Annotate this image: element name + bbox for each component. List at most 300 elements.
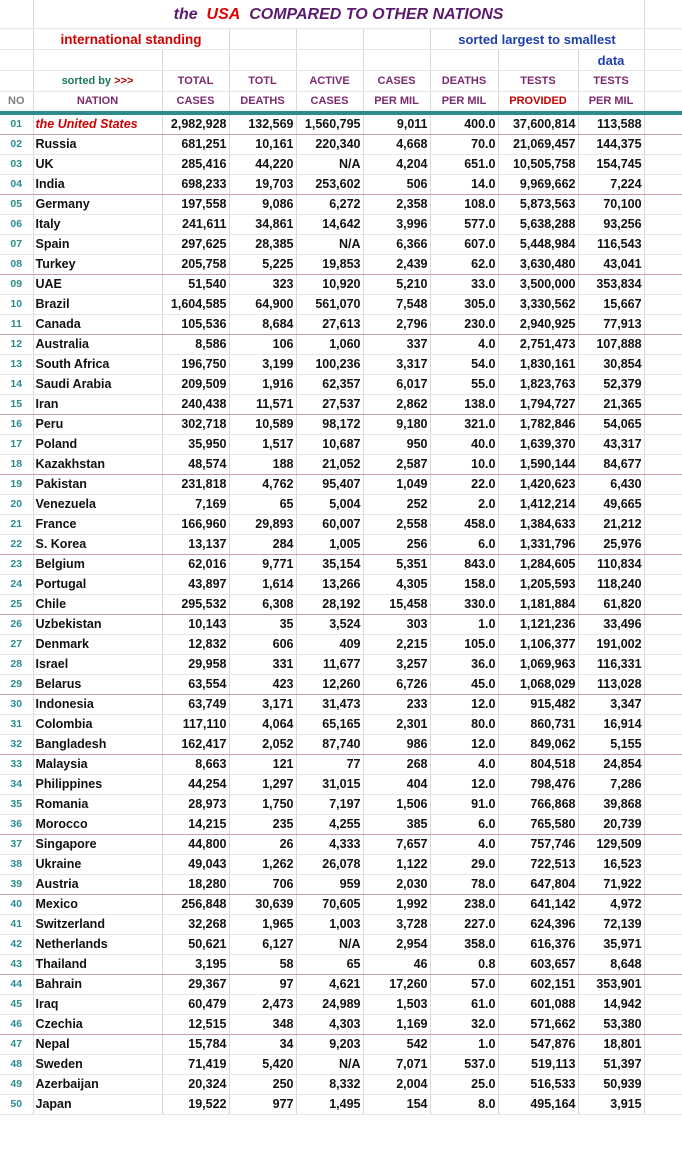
data-cell: 8,586	[162, 335, 229, 355]
data-cell: 798,476	[498, 775, 578, 795]
row-number: 32	[0, 735, 33, 755]
nation-name: Kazakhstan	[33, 455, 162, 475]
data-cell: 107,888	[578, 335, 644, 355]
data-cell: 13,266	[296, 575, 363, 595]
data-cell: 1,604,585	[162, 295, 229, 315]
row-number: 01	[0, 113, 33, 135]
table-row	[0, 755, 682, 775]
nation-name: Iraq	[33, 995, 162, 1015]
table-row	[0, 1095, 682, 1115]
data-cell: 6,366	[363, 235, 430, 255]
data-cell: 14,942	[578, 995, 644, 1015]
nation-name: Italy	[33, 215, 162, 235]
data-cell: 1,121,236	[498, 615, 578, 635]
data-cell: 84,677	[578, 455, 644, 475]
data-cell: 3,195	[162, 955, 229, 975]
data-cell: 3,915	[578, 1095, 644, 1115]
data-cell: 50,621	[162, 935, 229, 955]
data-cell: 2,940,925	[498, 315, 578, 335]
data-cell: 14.0	[430, 175, 498, 195]
nation-name: Thailand	[33, 955, 162, 975]
data-cell: 63,554	[162, 675, 229, 695]
table-row	[0, 395, 682, 415]
data-cell: 2,052	[229, 735, 296, 755]
data-cell: 986	[363, 735, 430, 755]
table-row	[0, 455, 682, 475]
header-bottom: PROVIDED	[498, 92, 578, 114]
data-cell: 977	[229, 1095, 296, 1115]
data-cell: 1,495	[296, 1095, 363, 1115]
table-row	[0, 335, 682, 355]
data-cell: 40.0	[430, 435, 498, 455]
nation-name: Pakistan	[33, 475, 162, 495]
header-nation: NATION	[33, 92, 162, 114]
data-cell: 95,407	[296, 475, 363, 495]
table-row	[0, 695, 682, 715]
data-cell: 113,588	[578, 113, 644, 135]
data-cell: 43,317	[578, 435, 644, 455]
data-cell: 21,365	[578, 395, 644, 415]
row-number: 24	[0, 575, 33, 595]
header-bottom: PER MIL	[578, 92, 644, 114]
data-cell: 30,854	[578, 355, 644, 375]
data-cell: 70.0	[430, 135, 498, 155]
nation-name: Chile	[33, 595, 162, 615]
data-cell: 77,913	[578, 315, 644, 335]
data-cell: 681,251	[162, 135, 229, 155]
data-cell: 9,086	[229, 195, 296, 215]
data-cell: 54,065	[578, 415, 644, 435]
nation-name: Ukraine	[33, 855, 162, 875]
data-cell: 43,897	[162, 575, 229, 595]
data-cell: 577.0	[430, 215, 498, 235]
data-cell: 116,543	[578, 235, 644, 255]
table-row	[0, 1035, 682, 1055]
data-cell: 1,205,593	[498, 575, 578, 595]
data-cell: 48,574	[162, 455, 229, 475]
row-number: 08	[0, 255, 33, 275]
nation-name: Germany	[33, 195, 162, 215]
data-cell: 29,958	[162, 655, 229, 675]
data-cell: 8,663	[162, 755, 229, 775]
data-cell: 606	[229, 635, 296, 655]
table-row	[0, 615, 682, 635]
data-cell: 52,379	[578, 375, 644, 395]
data-cell: 4.0	[430, 755, 498, 775]
data-cell: 2,358	[363, 195, 430, 215]
row-number: 49	[0, 1075, 33, 1095]
nation-name: Morocco	[33, 815, 162, 835]
data-cell: 71,922	[578, 875, 644, 895]
data-cell: 28,973	[162, 795, 229, 815]
data-cell: 1,965	[229, 915, 296, 935]
data-cell: 121	[229, 755, 296, 775]
data-cell: 9,771	[229, 555, 296, 575]
data-cell: 6,127	[229, 935, 296, 955]
table-row	[0, 175, 682, 195]
data-cell: 58	[229, 955, 296, 975]
data-cell: 268	[363, 755, 430, 775]
data-cell: 12,515	[162, 1015, 229, 1035]
data-cell: 100,236	[296, 355, 363, 375]
data-cell: 12,832	[162, 635, 229, 655]
data-cell: 766,868	[498, 795, 578, 815]
table-row	[0, 915, 682, 935]
data-cell: 285,416	[162, 155, 229, 175]
data-cell: 537.0	[430, 1055, 498, 1075]
data-cell: 641,142	[498, 895, 578, 915]
data-cell: 43,041	[578, 255, 644, 275]
data-cell: 15,667	[578, 295, 644, 315]
data-cell: 116,331	[578, 655, 644, 675]
data-cell: 404	[363, 775, 430, 795]
data-cell: 0.8	[430, 955, 498, 975]
data-cell: 241,611	[162, 215, 229, 235]
data-cell: 6.0	[430, 535, 498, 555]
data-cell: 9,203	[296, 1035, 363, 1055]
data-cell: 91.0	[430, 795, 498, 815]
data-cell: 18,801	[578, 1035, 644, 1055]
data-cell: 188	[229, 455, 296, 475]
data-cell: 8,332	[296, 1075, 363, 1095]
data-cell: 4,303	[296, 1015, 363, 1035]
data-cell: 3,500,000	[498, 275, 578, 295]
table-row	[0, 655, 682, 675]
data-cell: 385	[363, 815, 430, 835]
row-number: 18	[0, 455, 33, 475]
data-cell: 607.0	[430, 235, 498, 255]
data-cell: 61,820	[578, 595, 644, 615]
data-cell: 1,262	[229, 855, 296, 875]
data-cell: 19,703	[229, 175, 296, 195]
data-cell: 1,503	[363, 995, 430, 1015]
data-cell: 3,171	[229, 695, 296, 715]
nation-name: Philippines	[33, 775, 162, 795]
data-cell: 154,745	[578, 155, 644, 175]
data-cell: 2,587	[363, 455, 430, 475]
data-cell: 65	[296, 955, 363, 975]
data-cell: 1.0	[430, 1035, 498, 1055]
data-cell: 230.0	[430, 315, 498, 335]
row-number: 17	[0, 435, 33, 455]
data-cell: 10,505,758	[498, 155, 578, 175]
data-cell: 2,954	[363, 935, 430, 955]
data-cell: 321.0	[430, 415, 498, 435]
table-row	[0, 135, 682, 155]
data-cell: 6,017	[363, 375, 430, 395]
data-cell: 5,210	[363, 275, 430, 295]
data-cell: 1,060	[296, 335, 363, 355]
data-cell: 60,479	[162, 995, 229, 1015]
row-number: 12	[0, 335, 33, 355]
data-cell: 6,308	[229, 595, 296, 615]
data-cell: 31,015	[296, 775, 363, 795]
row-number: 36	[0, 815, 33, 835]
header-bottom: CASES	[162, 92, 229, 114]
data-cell: 62.0	[430, 255, 498, 275]
data-cell: 495,164	[498, 1095, 578, 1115]
data-cell: 1,181,884	[498, 595, 578, 615]
row-number: 16	[0, 415, 33, 435]
table-row	[0, 635, 682, 655]
data-cell: 8,684	[229, 315, 296, 335]
data-cell: 21,052	[296, 455, 363, 475]
row-number: 27	[0, 635, 33, 655]
data-cell: 63,749	[162, 695, 229, 715]
data-cell: 3,257	[363, 655, 430, 675]
table-row	[0, 875, 682, 895]
data-cell: 205,758	[162, 255, 229, 275]
table-row	[0, 575, 682, 595]
data-cell: 62,357	[296, 375, 363, 395]
table-row	[0, 275, 682, 295]
data-cell: 2,215	[363, 635, 430, 655]
nation-name: Austria	[33, 875, 162, 895]
nation-name: S. Korea	[33, 535, 162, 555]
row-number: 19	[0, 475, 33, 495]
data-cell: 106	[229, 335, 296, 355]
data-cell: 4,204	[363, 155, 430, 175]
data-cell: 409	[296, 635, 363, 655]
data-cell: 295,532	[162, 595, 229, 615]
data-cell: 624,396	[498, 915, 578, 935]
data-cell: 1,331,796	[498, 535, 578, 555]
data-cell: 4,064	[229, 715, 296, 735]
data-cell: 80.0	[430, 715, 498, 735]
data-cell: 33,496	[578, 615, 644, 635]
data-cell: 49,043	[162, 855, 229, 875]
row-number: 09	[0, 275, 33, 295]
data-cell: 21,069,457	[498, 135, 578, 155]
data-cell: 4,762	[229, 475, 296, 495]
table-row	[0, 995, 682, 1015]
data-cell: 1,049	[363, 475, 430, 495]
data-cell: 29.0	[430, 855, 498, 875]
data-cell: 154	[363, 1095, 430, 1115]
data-cell: 26,078	[296, 855, 363, 875]
table-row	[0, 975, 682, 995]
data-cell: 698,233	[162, 175, 229, 195]
table-row	[0, 295, 682, 315]
data-cell: 8,648	[578, 955, 644, 975]
data-cell: 950	[363, 435, 430, 455]
header-top: TOTAL	[162, 71, 229, 92]
data-cell: 547,876	[498, 1035, 578, 1055]
data-cell: 7,197	[296, 795, 363, 815]
row-number: 22	[0, 535, 33, 555]
table-row	[0, 515, 682, 535]
data-cell: 30,639	[229, 895, 296, 915]
table-row	[0, 315, 682, 335]
data-cell: 2,862	[363, 395, 430, 415]
data-cell: 21,212	[578, 515, 644, 535]
header-bottom: PER MIL	[363, 92, 430, 114]
data-cell: 132,569	[229, 113, 296, 135]
data-cell: 44,220	[229, 155, 296, 175]
data-cell: 2,796	[363, 315, 430, 335]
table-row	[0, 1075, 682, 1095]
data-cell: 516,533	[498, 1075, 578, 1095]
nation-name: Singapore	[33, 835, 162, 855]
data-cell: 253,602	[296, 175, 363, 195]
data-cell: 804,518	[498, 755, 578, 775]
data-cell: 19,853	[296, 255, 363, 275]
data-cell: 26	[229, 835, 296, 855]
row-number: 40	[0, 895, 33, 915]
data-cell: 1,003	[296, 915, 363, 935]
nation-name: Czechia	[33, 1015, 162, 1035]
sorted-by-label: sorted by >>>	[33, 71, 162, 92]
data-cell: 8.0	[430, 1095, 498, 1115]
data-cell: 647,804	[498, 875, 578, 895]
data-cell: 4,305	[363, 575, 430, 595]
data-cell: 10,161	[229, 135, 296, 155]
data-cell: 423	[229, 675, 296, 695]
data-cell: 46	[363, 955, 430, 975]
data-cell: 1,169	[363, 1015, 430, 1035]
data-cell: 20,739	[578, 815, 644, 835]
row-number: 30	[0, 695, 33, 715]
data-cell: 2.0	[430, 495, 498, 515]
data-cell: 1,005	[296, 535, 363, 555]
nation-name: Venezuela	[33, 495, 162, 515]
data-cell: 10,589	[229, 415, 296, 435]
data-cell: 7,286	[578, 775, 644, 795]
row-number: 14	[0, 375, 33, 395]
data-cell: 11,571	[229, 395, 296, 415]
row-number: 34	[0, 775, 33, 795]
data-cell: 7,169	[162, 495, 229, 515]
data-cell: 303	[363, 615, 430, 635]
data-cell: 50,939	[578, 1075, 644, 1095]
nation-name: Belgium	[33, 555, 162, 575]
data-cell: 4,668	[363, 135, 430, 155]
data-cell: 2,982,928	[162, 113, 229, 135]
row-number: 38	[0, 855, 33, 875]
data-cell: 54.0	[430, 355, 498, 375]
data-cell: 250	[229, 1075, 296, 1095]
data-cell: N/A	[296, 935, 363, 955]
data-cell: 29,893	[229, 515, 296, 535]
data-cell: 51,540	[162, 275, 229, 295]
data-cell: 24,989	[296, 995, 363, 1015]
data-cell: 3,524	[296, 615, 363, 635]
data-cell: 27,613	[296, 315, 363, 335]
data-cell: 5,225	[229, 255, 296, 275]
data-cell: 10.0	[430, 455, 498, 475]
data-cell: 2,301	[363, 715, 430, 735]
data-cell: 97	[229, 975, 296, 995]
data-cell: 353,901	[578, 975, 644, 995]
data-cell: 9,011	[363, 113, 430, 135]
table-row	[0, 535, 682, 555]
data-cell: 17,260	[363, 975, 430, 995]
data-cell: 105.0	[430, 635, 498, 655]
data-cell: 5,873,563	[498, 195, 578, 215]
data-cell: 7,548	[363, 295, 430, 315]
table-row	[0, 955, 682, 975]
data-cell: 158.0	[430, 575, 498, 595]
row-number: 13	[0, 355, 33, 375]
data-cell: 1,992	[363, 895, 430, 915]
table-row	[0, 355, 682, 375]
data-cell: 4,972	[578, 895, 644, 915]
data-cell: 44,800	[162, 835, 229, 855]
row-number: 23	[0, 555, 33, 575]
data-cell: 3,728	[363, 915, 430, 935]
data-cell: 651.0	[430, 155, 498, 175]
data-cell: 14,215	[162, 815, 229, 835]
table-row	[0, 475, 682, 495]
data-cell: 18,280	[162, 875, 229, 895]
data-cell: 843.0	[430, 555, 498, 575]
data-cell: 34	[229, 1035, 296, 1055]
table-row	[0, 435, 682, 455]
nation-name: Russia	[33, 135, 162, 155]
data-cell: 117,110	[162, 715, 229, 735]
data-cell: 3,199	[229, 355, 296, 375]
data-cell: 87,740	[296, 735, 363, 755]
data-cell: 65,165	[296, 715, 363, 735]
table-row	[0, 715, 682, 735]
nation-name: UK	[33, 155, 162, 175]
data-cell: 65	[229, 495, 296, 515]
row-number: 35	[0, 795, 33, 815]
data-cell: 70,605	[296, 895, 363, 915]
data-cell: 3,630,480	[498, 255, 578, 275]
data-cell: 16,523	[578, 855, 644, 875]
data-cell: 4,621	[296, 975, 363, 995]
table-row	[0, 155, 682, 175]
data-cell: 6,272	[296, 195, 363, 215]
nation-name: Poland	[33, 435, 162, 455]
data-cell: 191,002	[578, 635, 644, 655]
header-top: TESTS	[578, 71, 644, 92]
data-cell: 2,558	[363, 515, 430, 535]
nation-name: Denmark	[33, 635, 162, 655]
subtitle-international: international standing	[33, 29, 229, 50]
data-cell: 1,560,795	[296, 113, 363, 135]
data-cell: 1,794,727	[498, 395, 578, 415]
data-cell: 5,351	[363, 555, 430, 575]
data-cell: 53,380	[578, 1015, 644, 1035]
data-cell: 2,030	[363, 875, 430, 895]
row-number: 04	[0, 175, 33, 195]
data-cell: 61.0	[430, 995, 498, 1015]
data-cell: 1,823,763	[498, 375, 578, 395]
data-cell: 108.0	[430, 195, 498, 215]
data-cell: 10,920	[296, 275, 363, 295]
data-cell: 2,004	[363, 1075, 430, 1095]
table-row	[0, 113, 682, 135]
table-row	[0, 935, 682, 955]
data-cell: 519,113	[498, 1055, 578, 1075]
nation-name: Bangladesh	[33, 735, 162, 755]
data-cell: 98,172	[296, 415, 363, 435]
header-top: ACTIVE	[296, 71, 363, 92]
table-row	[0, 235, 682, 255]
data-cell: 302,718	[162, 415, 229, 435]
data-cell: 24,854	[578, 755, 644, 775]
data-cell: 162,417	[162, 735, 229, 755]
data-cell: 13,137	[162, 535, 229, 555]
data-cell: 129,509	[578, 835, 644, 855]
nation-name: Turkey	[33, 255, 162, 275]
nation-name: Japan	[33, 1095, 162, 1115]
data-cell: 561,070	[296, 295, 363, 315]
row-number: 43	[0, 955, 33, 975]
data-cell: 1,384,633	[498, 515, 578, 535]
